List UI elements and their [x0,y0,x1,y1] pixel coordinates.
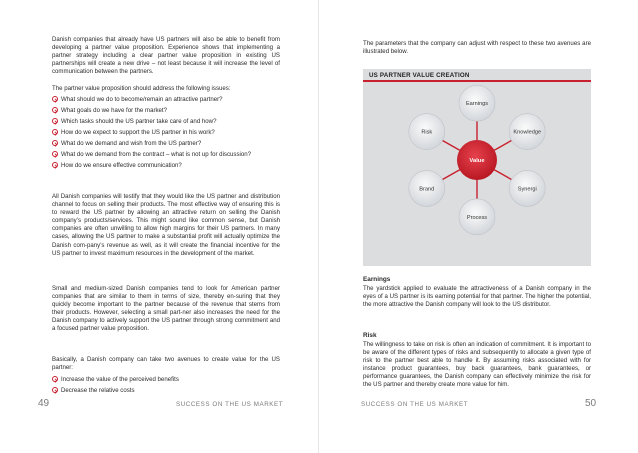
node-label: Synergi [517,186,537,193]
page-number: 50 [585,398,597,409]
arrow-right-icon [52,376,58,382]
list-item: What goals do we have for the market? [52,107,280,118]
value-diagram [363,69,591,266]
list-item: Which tasks should the US partner take care of and how? [52,118,280,129]
list-item: Increase the value of the perceived benefits [52,376,280,387]
risk-heading: Risk [363,332,377,339]
rewards-paragraph: All Danish companies will testify that they would like the US partner and distribution channel to focus on selling their products. The most effective way of ensuring this is to reward the US partner by allowing an attractive return on selling the Danish company’s products/services. This might sound like common sense, but Danish companies are often unwilling to allow high margins for their US partners. In many cases, allowing the US partner to make a substantial profit will actually optimize the Danish com-pany’s revenue as well, as it will create the financial incentive for the US partner to invest maximum resources in the development of the market. [52,193,280,257]
arrow-right-icon [52,162,58,168]
arrow-right-icon [52,151,58,157]
intro-paragraph: Danish companies that already have US partners will also be able to benefit from developing a partner value proposition. Experience shows that implementing a partner strategy including a clear partner value proposition in existing US partnerships will create a new drive – not least because it will increase the level of communication between the partners. [52,36,280,76]
figure-title: US PARTNER VALUE CREATION [369,72,470,79]
small-companies-paragraph: Small and medium-sized Danish companies tend to look for American partner companies that are similar to them in terms of size, thereby en-suring that they quickly become important to the partner because of the revenue that stems from their products. However, selecting a small part-ner also increases the need for the Danish company to actively support the US partner through strong commitment and a focused partner value proposition. [52,285,280,333]
earnings-paragraph: The yardstick applied to evaluate the attractiveness of a Danish company in the eyes of a US partner is its earning potential for that partner. The higher the potential, the more attractive the Danish company will look to the US distributor. [363,285,591,309]
node-risk [409,114,445,150]
arrow-right-icon [52,107,58,113]
arrow-right-icon [52,387,58,393]
node-label: Brand [419,186,435,193]
issues-intro: The partner value proposition should address the following issues: [52,85,231,92]
node-earnings [459,85,495,121]
arrow-right-icon [52,118,58,124]
arrow-right-icon [52,140,58,146]
node-knowledge [509,114,545,150]
arrow-right-icon [52,129,58,135]
avenues-intro: Basically, a Danish company can take two avenues to create value for the US partner: [52,356,280,372]
node-brand [409,170,445,206]
page-number: 49 [38,398,50,409]
arrow-right-icon [52,96,58,102]
figure-intro: The parameters that the company can adjust with respect to these two avenues are illustrated below. [363,40,591,56]
node-label: Risk [421,129,433,136]
page-footer: SUCCESS ON THE US MARKET [176,401,284,408]
node-label: Knowledge [513,129,542,136]
list-item: What should we do to become/remain an attractive partner? [52,96,280,107]
avenues-list [52,376,280,398]
node-process [459,199,495,235]
earnings-heading: Earnings [363,276,391,283]
node-synergi [509,170,545,206]
risk-paragraph: The willingness to take on risk is often an indication of commitment. It is important to be aware of the different types of risks and subsequently to allocate a given type of risk to the partner best able to handle it. By assuming risks associated with for instance product guarantees, buy back guarantees, bank guarantees, or performance guarantees, the Danish company can effectively minimize the risk for the US partner and thereby create more value for him. [363,341,591,389]
issues-list [52,96,280,173]
list-item: Decrease the relative costs [52,387,280,398]
list-item: What do we demand from the contract – what is not up for discussion? [52,151,280,162]
list-item: What do we demand and wish from the US partner? [52,140,280,151]
list-item: How do we expect to support the US partner in his work? [52,129,280,140]
page-footer: SUCCESS ON THE US MARKET [361,401,469,408]
node-label: Earnings [465,101,489,108]
value-creation-figure [363,69,591,266]
node-value-center [457,140,497,180]
list-item: How do we ensure effective communication? [52,162,280,173]
node-label: Process [466,214,488,221]
center-label: Value [469,158,485,164]
